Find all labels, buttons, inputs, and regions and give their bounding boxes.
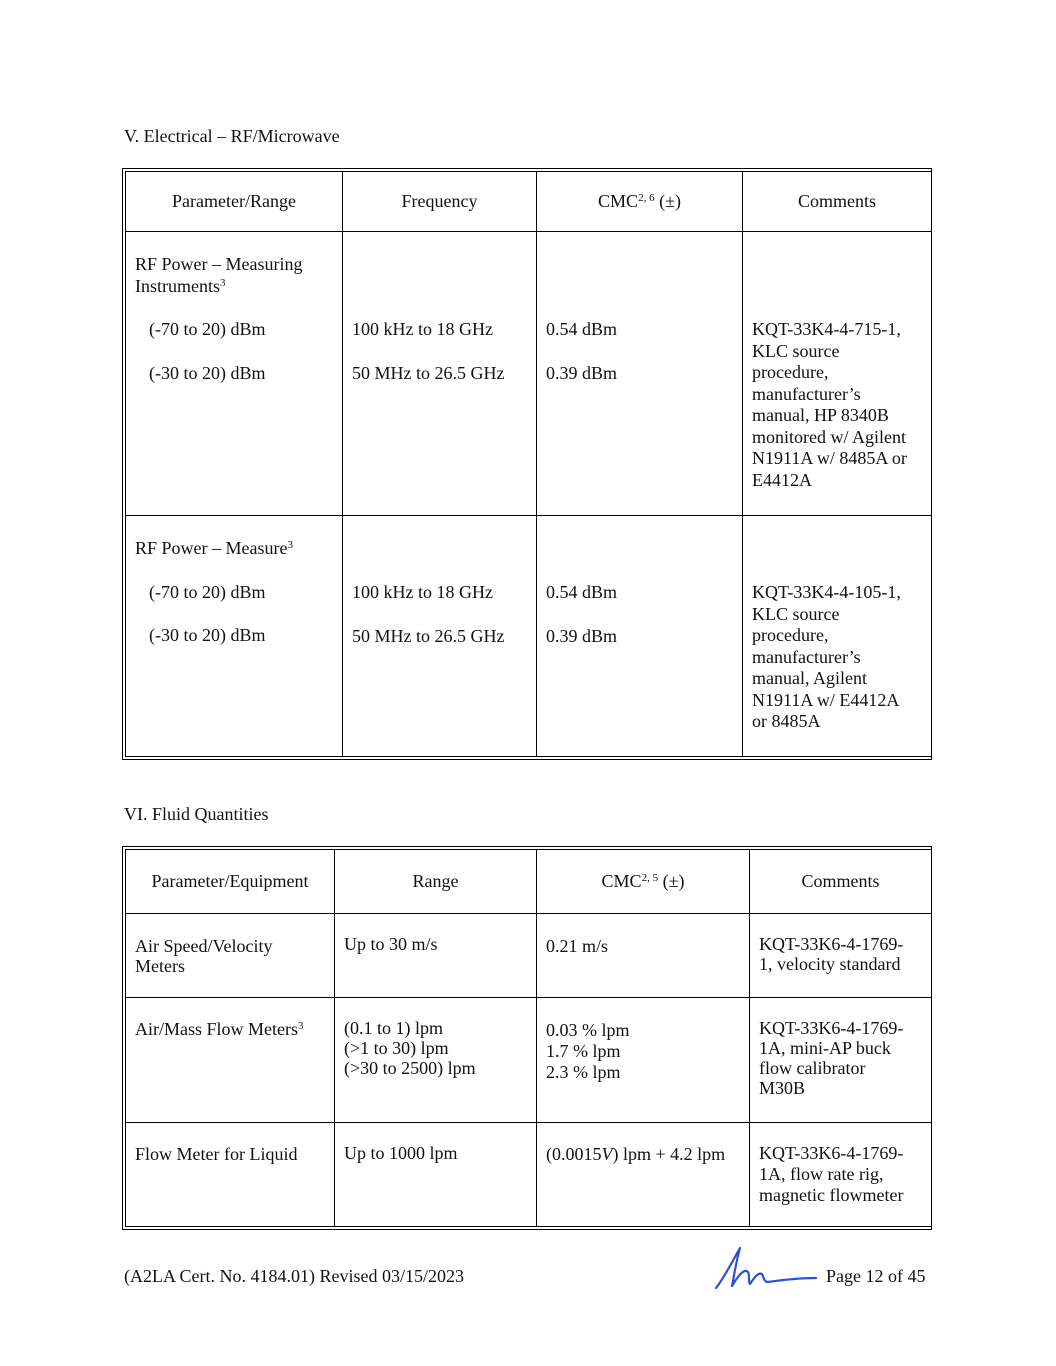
table-row [126,998,932,1123]
table-row [126,232,932,516]
rf-microwave-table [122,168,932,760]
cmc-cell: 0.21 m/s [537,914,750,998]
range-cell: Up to 30 m/s [335,914,537,998]
header-cmc: CMC$^{2, 5}$ (±) [537,850,750,914]
header-cmc: CMC$^{2, 6}$ (±) [537,172,743,232]
comments-cell: KQT-33K4-4-715-1, KLC source procedure, manufacturer’s manual, HP 8340B monitored w/ Agilent N1911A w/ 8485A or E4412A [743,232,932,516]
range-cell: (0.1 to 1) lpm (>1 to 30) lpm (>30 to 2500) lpm [335,998,537,1123]
section-v-heading: V. Electrical – RF/Microwave [124,126,340,146]
table-header-row [126,850,932,914]
section-vi-heading: VI. Fluid Quantities [124,804,269,824]
cmc-cell: 0.03 % lpm 1.7 % lpm 2.3 % lpm [537,998,750,1123]
header-parameter-range: Parameter/Range [126,172,343,232]
comments-cell: KQT-33K6-4-1769- 1, velocity standard [750,914,932,998]
parameter-cell: Air/Mass Flow Meters$^3$ [126,998,335,1123]
parameter-cell: Air Speed/Velocity Meters [126,914,335,998]
signature-image [710,1242,820,1292]
parameter-cell: Flow Meter for Liquid [126,1123,335,1227]
table-row [126,516,932,757]
certificate-footer: (A2LA Cert. No. 4184.01) Revised 03/15/2023 [124,1266,464,1286]
comments-cell: KQT-33K6-4-1769- 1A, mini-AP buck flow calibrator M30B [750,998,932,1123]
table-row [126,1123,932,1227]
header-range: Range [335,850,537,914]
comments-cell: KQT-33K6-4-1769- 1A, flow rate rig, magnetic flowmeter [750,1123,932,1227]
comments-cell: KQT-33K4-4-105-1, KLC source procedure, manufacturer’s manual, Agilent N1911A w/ E4412A or 8485A [743,516,932,757]
range-cell: Up to 1000 lpm [335,1123,537,1227]
header-frequency: Frequency [343,172,537,232]
table-row [126,914,932,998]
frequency-cell: 100 kHz to 18 GHz 50 MHz to 26.5 GHz [343,516,537,757]
cmc-cell: (0.0015V) lpm + 4.2 lpm [537,1123,750,1227]
header-comments: Comments [750,850,932,914]
parameter-cell: RF Power – Measuring Instruments$^3$ (-70 to 20) dBm (-30 to 20) dBm [126,232,343,516]
header-comments: Comments [743,172,932,232]
table-header-row [126,172,932,232]
header-parameter-equipment: Parameter/Equipment [126,850,335,914]
frequency-cell: 100 kHz to 18 GHz 50 MHz to 26.5 GHz [343,232,537,516]
cmc-cell: 0.54 dBm 0.39 dBm [537,232,743,516]
page-number: Page 12 of 45 [826,1266,926,1286]
fluid-quantities-table [122,846,932,1230]
cmc-cell: 0.54 dBm 0.39 dBm [537,516,743,757]
parameter-cell: RF Power – Measure$^3$ (-70 to 20) dBm (-30 to 20) dBm [126,516,343,757]
